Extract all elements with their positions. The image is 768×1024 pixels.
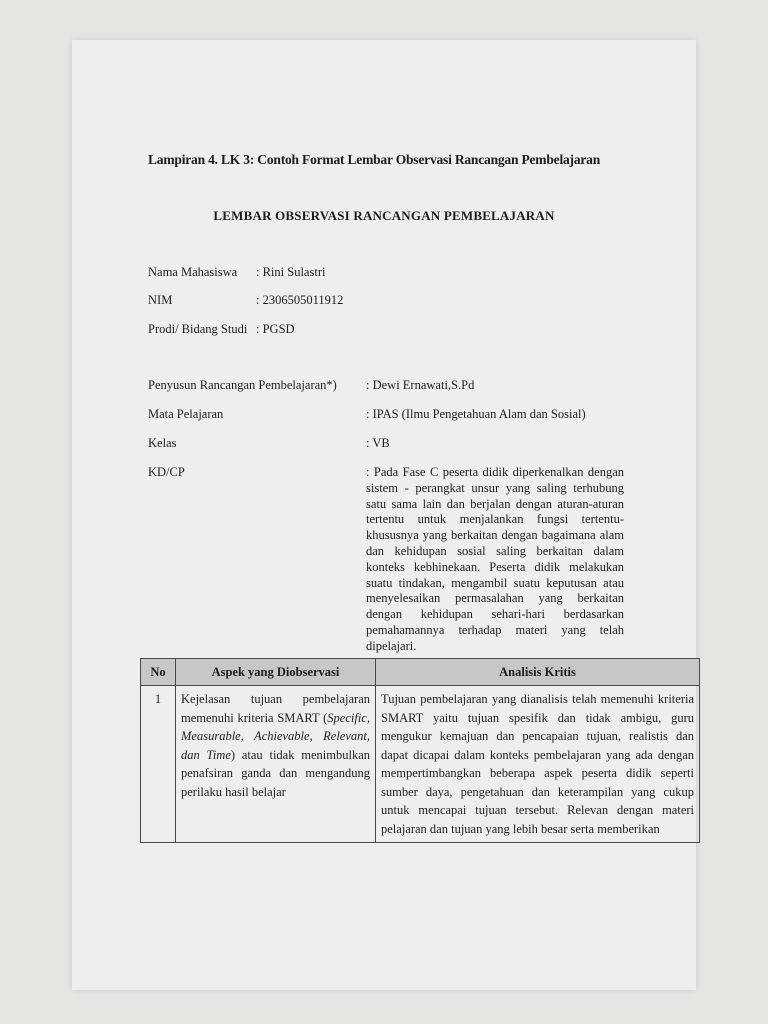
header-analysis: Analisis Kritis (376, 659, 700, 686)
row-number: 1 (141, 686, 176, 843)
subject-label: Mata Pelajaran (148, 407, 224, 421)
aspect-text-end: ) atau tidak menimbulkan penafsiran ganda dan mengandung perilaku hasil belajar (181, 747, 371, 799)
observation-table (140, 658, 700, 843)
prodi-label: Prodi/ Bidang Studi (148, 322, 248, 336)
class-label: Kelas (148, 436, 177, 450)
table-row (141, 686, 700, 843)
nim-value: : 2306505011912 (256, 293, 344, 307)
header-aspect: Aspek yang Diobservasi (176, 659, 376, 686)
document-page (72, 40, 696, 990)
header-no: No (141, 659, 176, 686)
table-header-row (141, 659, 700, 686)
form-title: LEMBAR OBSERVASI RANCANGAN PEMBELAJARAN (213, 208, 555, 223)
prodi-value: : PGSD (256, 322, 295, 336)
class-value: : VB (366, 436, 390, 450)
row-aspect (176, 686, 376, 843)
student-name-label: Nama Mahasiswa (148, 265, 238, 279)
attachment-heading: Lampiran 4. LK 3: Contoh Format Lembar Observasi Rancangan Pembelajaran (148, 152, 601, 167)
aspect-text: Kejelasan tujuan pembelajaran memenuhi kriteria SMART ( (181, 692, 370, 725)
kdcp-label: KD/CP (148, 465, 185, 479)
aspect-smart-terms: Specific, Measurable, Achievable, Relevant, dan Time (181, 710, 370, 762)
author-value: : Dewi Ernawati,S.Pd (366, 378, 475, 392)
subject-value: : IPAS (Ilmu Pengetahuan Alam dan Sosial) (366, 407, 586, 421)
author-label: Penyusun Rancangan Pembelajaran*) (148, 378, 337, 392)
nim-label: NIM (148, 293, 173, 307)
student-name-value: : Rini Sulastri (256, 265, 326, 279)
kdcp-value: : Pada Fase C peserta didik diperkenalkan dengan sistem - perangkat unsur yang saling terhubung satu sama lain dan berjalan dengan aturan-aturan tertentu untuk menjalankan fungsi tertentu-khususnya yang berkaitan dengan bagaimana alam dan kehidupan sosial saling berkaitan dalam konteks kebhinekaan. Peserta didik melakukan suatu tindakan, mengambil suatu keputusan atau menyelesaikan permasalahan yang berkaitan dengan kehidupan sehari-hari berdasarkan pemahamannya terhadap materi yang telah dipelajari. (366, 465, 624, 653)
row-analysis: Tujuan pembelajaran yang dianalisis telah memenuhi kriteria SMART yaitu tujuan spesifik dan tidak ambigu, guru mengukur kemajuan dan pencapaian tujuan, realistis dan dapat dicapai dalam konteks pembelajaran yang ada dengan mempertimbangkan beberapa aspek peserta didik seperti sumber daya, pengetahuan dan keterampilan yang cukup untuk mencapai tujuan tersebut. Relevan dengan materi pelajaran dan tujuan yang lebih besar serta memberikan (376, 686, 700, 843)
